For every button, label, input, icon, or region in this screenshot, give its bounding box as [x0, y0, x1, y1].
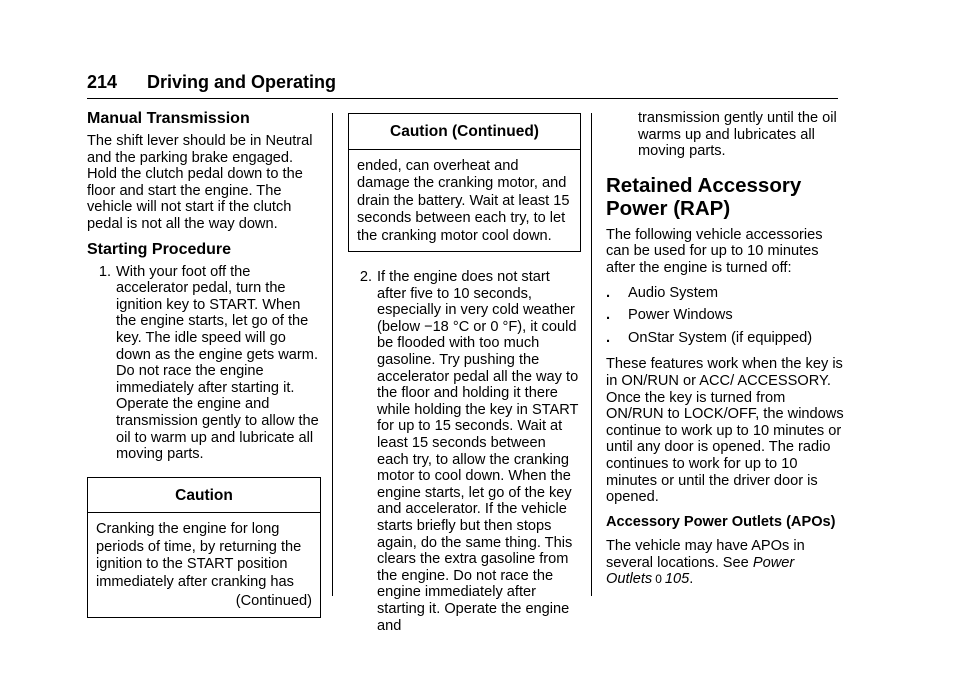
bullet-marker: .: [606, 307, 611, 324]
bullet-item: [606, 285, 844, 302]
caution-text: Cranking the engine for long periods of time, by returning the ignition to the START position immediately after cranking has: [96, 521, 302, 590]
heading-retained-accessory-power: Retained Accessory Power (RAP): [606, 173, 802, 220]
subheading-apo: Accessory Power Outlets (APOs): [606, 513, 836, 530]
step-number: 1.: [98, 263, 111, 280]
caution-title: Caution: [88, 478, 320, 514]
column-middle: [348, 113, 581, 634]
step-continuation: transmission gently until the oil warms up and lubricates all moving parts.: [638, 110, 837, 160]
power-outlets-page[interactable]: 105: [664, 571, 690, 588]
bullet-text: OnStar System (if equipped): [628, 329, 813, 346]
bullet-item: [606, 330, 844, 347]
caution-text: ended, can overheat and damage the cranking motor, and drain the battery. Wait at least 15 seconds between each try, to let the cranking motor cool down.: [357, 157, 570, 244]
caution-continued: (Continued): [235, 593, 312, 610]
step-text: With your foot off the accelerator pedal, turn the ignition key to START. When the engine starts, let go of the key. The idle speed will go down as the engine gets warm. Do not race the engine immediately after starting it. Operate the engine and transmission gently to allow the oil to warm up and lubricate all moving parts.: [116, 263, 319, 463]
paragraph-apo: [606, 538, 844, 588]
column-right: [606, 110, 844, 596]
column-left: [87, 110, 321, 618]
paragraph-manual-transmission: The shift lever should be in Neutral and the parking brake engaged. Hold the clutch pedal down to the floor and start the engine. The vehicle will not start if the clutch pedal is not all the way down.: [87, 133, 313, 232]
caution-box: [87, 477, 321, 618]
apo-text: The vehicle may have APOs in several locations. See: [606, 538, 805, 571]
column-divider: [591, 113, 592, 596]
bullet-text: Audio System: [628, 284, 719, 301]
period: .: [689, 571, 694, 588]
page-header: [87, 70, 838, 99]
paragraph-rap: The following vehicle accessories can be used for up to 10 minutes after the engine is turned off:: [606, 226, 823, 276]
heading-manual-transmission: Manual Transmission: [87, 110, 250, 127]
heading-starting-procedure: Starting Procedure: [87, 240, 232, 258]
caution-box-continued: [348, 113, 581, 252]
power-outlets-link[interactable]: Power Outlets: [606, 554, 795, 588]
page-number: 214: [87, 72, 118, 92]
step-2: [348, 269, 581, 634]
section-title: Driving and Operating: [147, 72, 337, 92]
bullet-marker: .: [606, 284, 611, 301]
step-number: 2.: [359, 269, 372, 286]
caution-body: [88, 513, 320, 617]
bullet-text: Power Windows: [628, 307, 733, 324]
paragraph-features: These features work when the key is in ON/RUN or ACC/ ACCESSORY. Once the key is turned from ON/RUN to LOCK/OFF, the windows continue to work up to 10 minutes or until any door is opened. The radio continues to work for up to 10 minutes or until the driver door is opened.: [606, 356, 844, 506]
step-text: If the engine does not start after five to 10 seconds, especially in very cold weather (below −18 °C or 0 °F), it could be flooded with too much gasoline. Try pushing the accelerator pedal all the way to the floor and holding it there while holding the key in START for up to 15 seconds. Wait at least 15 seconds between each try, to allow the cranking motor to cool down. When the engine starts, let go of the key and accelerator. If the vehicle starts briefly but then stops again, do the same thing. This clears the extra gasoline from the engine. Do not race the engine immediately after starting it. Operate the engine and: [377, 269, 579, 634]
bullet-marker: .: [606, 329, 611, 346]
bullet-item: [606, 307, 844, 324]
caution-title: Caution (Continued): [349, 114, 580, 150]
column-divider: [332, 113, 333, 596]
page-reference-icon: 0: [655, 572, 662, 587]
step-1: [87, 264, 321, 463]
